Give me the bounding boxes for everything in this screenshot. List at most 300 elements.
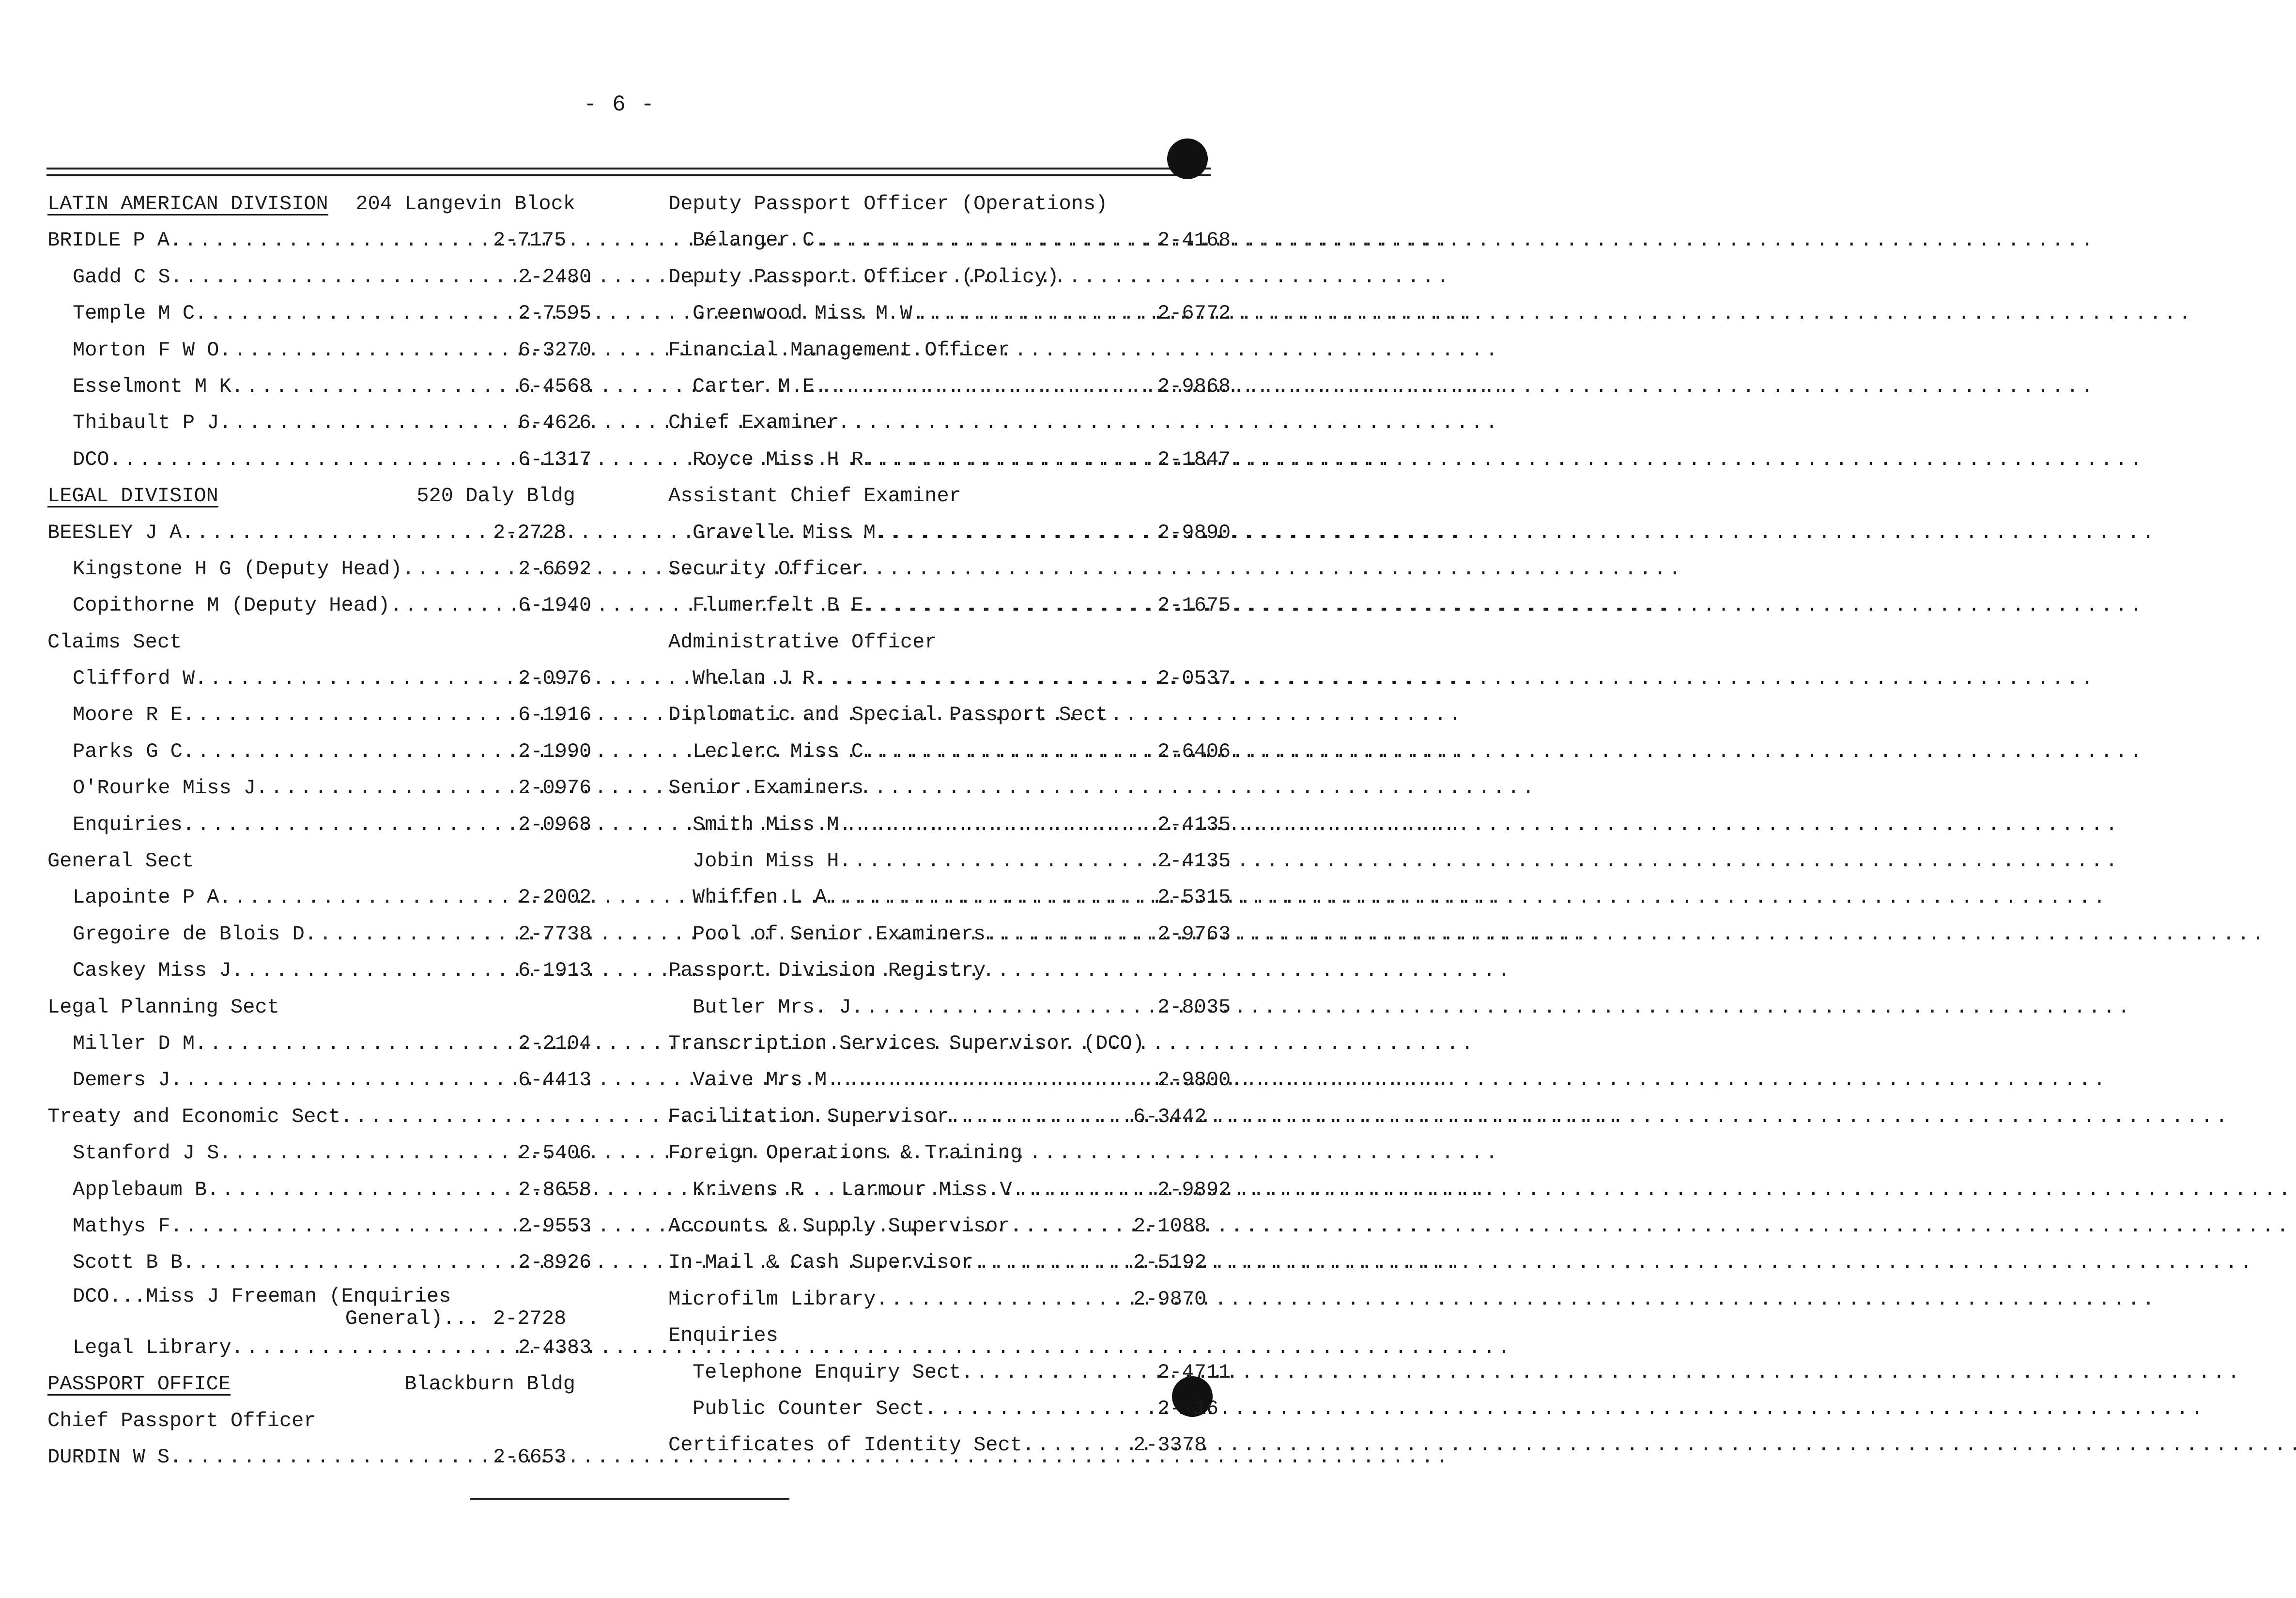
entry-name: Legal Library bbox=[73, 1336, 231, 1359]
entry-name: Enquiries bbox=[73, 813, 183, 836]
entry-phone: 2-0537 bbox=[1157, 667, 1231, 691]
leader-dots bbox=[195, 295, 505, 332]
page-number: - 6 - bbox=[584, 92, 656, 117]
entry-name: Pool of Senior Examiners bbox=[693, 922, 986, 946]
entry-name-group bbox=[693, 807, 839, 843]
entry-name-group bbox=[73, 259, 170, 295]
leader-dots bbox=[219, 405, 505, 441]
entry-name-group bbox=[73, 551, 402, 587]
section-label-text: Deputy Passport Officer (Policy) bbox=[668, 265, 1059, 289]
directory-entry bbox=[47, 1026, 601, 1062]
section-label-text: Assistant Chief Examiner bbox=[668, 484, 961, 508]
entry-name: Public Counter Sect bbox=[693, 1397, 925, 1420]
directory-entry bbox=[47, 1135, 601, 1171]
entry-phone: 6-1913 bbox=[518, 959, 592, 983]
division-heading bbox=[47, 186, 575, 222]
section-label-text: Financial Management Officer bbox=[668, 338, 1010, 362]
section-label bbox=[668, 405, 1225, 441]
entry-phone: 2-5192 bbox=[1133, 1251, 1207, 1275]
directory-entry bbox=[47, 1330, 601, 1366]
section-label bbox=[668, 1318, 1225, 1354]
entry-name-group bbox=[73, 734, 183, 770]
entry-name: Esselmont M K bbox=[73, 374, 231, 398]
section-label bbox=[47, 843, 580, 879]
entry-phone: 6-1317 bbox=[518, 447, 592, 471]
entry-name: Leclerc Miss C bbox=[693, 739, 863, 763]
leader-dots bbox=[815, 222, 1144, 259]
entry-name: DCO...Miss J Freeman (Enquiries bbox=[73, 1284, 451, 1308]
entry-phone: 2-5406 bbox=[518, 1141, 592, 1165]
entry-name-group bbox=[668, 1099, 949, 1135]
directory-entry bbox=[47, 1208, 601, 1245]
entry-phone: 2-9763 bbox=[1157, 922, 1231, 946]
directory-entry bbox=[47, 295, 601, 332]
section-label bbox=[47, 624, 580, 661]
directory-entry bbox=[47, 369, 601, 405]
directory-entry bbox=[668, 587, 1240, 624]
leader-dots bbox=[207, 1172, 505, 1208]
leader-dots bbox=[1022, 1427, 1120, 1463]
entry-name: Caskey Miss J bbox=[73, 959, 231, 983]
section-label-text: Chief Passport Officer bbox=[47, 1409, 316, 1432]
entry-name: DCO bbox=[73, 447, 109, 471]
entry-name-group bbox=[693, 515, 876, 551]
entry-name: Thibault P J bbox=[73, 411, 219, 435]
entry-name-group bbox=[693, 989, 851, 1026]
directory-entry bbox=[668, 295, 1240, 332]
entry-name-group bbox=[693, 879, 827, 916]
directory-entry bbox=[668, 1172, 1240, 1208]
leader-dots bbox=[170, 222, 479, 259]
directory-entry bbox=[47, 1281, 580, 1330]
entry-name-group bbox=[73, 953, 231, 989]
leader-dots bbox=[949, 1099, 1120, 1135]
entry-phone: 2-·16 bbox=[1157, 1397, 1219, 1420]
directory-entry bbox=[668, 1391, 1240, 1427]
directory-entry bbox=[47, 259, 601, 295]
leader-dots bbox=[851, 989, 1144, 1026]
directory-entry bbox=[47, 1062, 601, 1098]
directory-entry bbox=[47, 916, 601, 953]
entry-name: Facilitation Supervisor bbox=[668, 1105, 949, 1128]
entry-phone: 2-9553 bbox=[518, 1214, 592, 1238]
entry-phone: 2-9800 bbox=[1157, 1068, 1231, 1092]
entry-name-group bbox=[73, 916, 305, 953]
entry-name-secondary: Larmour Miss V bbox=[841, 1178, 1012, 1201]
entry-phone: 2-6772 bbox=[1157, 302, 1231, 325]
entry-name-group bbox=[47, 1099, 340, 1135]
leader-dots bbox=[183, 734, 505, 770]
section-label bbox=[668, 1135, 1225, 1171]
section-label bbox=[668, 953, 1225, 989]
entry-name-continued: General)... bbox=[345, 1306, 479, 1330]
bottom-rule bbox=[470, 1498, 789, 1500]
leader-dots bbox=[219, 332, 505, 369]
directory-entry bbox=[47, 222, 575, 259]
entry-name: Gadd C S bbox=[73, 265, 170, 289]
entry-name-group bbox=[73, 1172, 207, 1208]
entry-name-group bbox=[73, 1245, 183, 1281]
entry-phone: 6-3442 bbox=[1133, 1105, 1207, 1128]
entry-name: DURDIN W S bbox=[47, 1445, 170, 1469]
entry-name-group bbox=[73, 661, 195, 697]
entry-name: Whelan J R bbox=[693, 667, 815, 691]
entry-name: Lapointe P A bbox=[73, 886, 219, 909]
directory-entry bbox=[47, 879, 601, 916]
leader-dots bbox=[973, 1245, 1120, 1281]
entry-phone: 2-9868 bbox=[1157, 374, 1231, 398]
entry-name-group bbox=[73, 697, 183, 733]
entry-name-group bbox=[693, 295, 912, 332]
entry-name-group bbox=[73, 807, 183, 843]
entry-continuation bbox=[73, 1307, 575, 1330]
entry-name-group bbox=[73, 332, 219, 369]
entry-name-group bbox=[693, 1391, 925, 1427]
leader-dots bbox=[876, 515, 1144, 551]
entry-name: Jobin Miss H bbox=[693, 849, 839, 873]
leader-dots bbox=[340, 1099, 479, 1135]
section-label-text: Diplomatic and Special Passport Sect bbox=[668, 703, 1108, 727]
leader-dots bbox=[986, 916, 1144, 953]
entry-name-group bbox=[73, 1062, 170, 1098]
directory-entry bbox=[47, 734, 601, 770]
directory-entry bbox=[47, 442, 601, 478]
leader-dots bbox=[863, 587, 1144, 624]
leader-dots bbox=[1012, 1172, 1144, 1208]
section-label-text: Passport Division Registry bbox=[668, 959, 986, 983]
entry-name-group bbox=[73, 295, 195, 332]
entry-phone: 2-7175 bbox=[493, 229, 567, 252]
entry-name-group bbox=[668, 1208, 1010, 1245]
entry-phone: 2-8035 bbox=[1157, 995, 1231, 1019]
section-label-text: Legal Planning Sect bbox=[47, 995, 279, 1019]
entry-name: Accounts & Supply Supervisor bbox=[668, 1214, 1010, 1238]
directory-entry bbox=[668, 1281, 1216, 1318]
leader-dots bbox=[1010, 1208, 1120, 1245]
section-label bbox=[668, 551, 1225, 587]
leader-dots bbox=[839, 843, 1144, 879]
entry-phone: 2-4135 bbox=[1157, 849, 1231, 873]
section-label bbox=[668, 186, 1225, 222]
directory-entry bbox=[668, 1099, 1216, 1135]
directory-entry bbox=[47, 1245, 601, 1281]
entry-name-group bbox=[668, 1281, 876, 1318]
entry-name-group bbox=[73, 1208, 170, 1245]
leader-dots bbox=[231, 1330, 505, 1366]
entry-name-group bbox=[73, 587, 390, 624]
leader-dots bbox=[256, 770, 505, 806]
entry-name: Whiffen L A bbox=[693, 886, 827, 909]
entry-name: Morton F W O bbox=[73, 338, 219, 362]
entry-name-group bbox=[47, 1439, 170, 1475]
leader-dots bbox=[170, 1208, 505, 1245]
section-label bbox=[668, 697, 1225, 733]
division-heading bbox=[47, 1366, 575, 1402]
directory-entry bbox=[668, 1062, 1240, 1098]
leader-dots bbox=[219, 879, 505, 916]
entry-phone: 2-4135 bbox=[1157, 813, 1231, 836]
leader-dots bbox=[876, 1281, 1120, 1318]
entry-phone: 2-4711 bbox=[1157, 1360, 1231, 1384]
division-title: LEGAL DIVISION bbox=[47, 484, 218, 508]
entry-name: BRIDLE P A bbox=[47, 229, 170, 252]
entry-name: Bélanger C bbox=[693, 229, 815, 252]
top-rule-double bbox=[46, 174, 1211, 176]
entry-phone: 2-0968 bbox=[518, 813, 592, 836]
division-location: Blackburn Bldg bbox=[404, 1372, 575, 1396]
entry-phone: 2-0976 bbox=[518, 667, 592, 691]
entry-phone: 2-7595 bbox=[518, 302, 592, 325]
entry-name-group bbox=[693, 734, 863, 770]
section-label-text: Administrative Officer bbox=[668, 630, 937, 654]
entry-name: Parks G C bbox=[73, 739, 183, 763]
leader-dots bbox=[109, 442, 505, 478]
entry-name: Applebaum B bbox=[73, 1178, 207, 1201]
entry-name-group bbox=[73, 442, 109, 478]
leader-dots bbox=[925, 1391, 1144, 1427]
section-label-text: Deputy Passport Officer (Operations) bbox=[668, 192, 1108, 215]
entry-phone: 2-2728 bbox=[493, 521, 567, 544]
entry-name-group bbox=[693, 442, 863, 478]
directory-entry bbox=[47, 332, 601, 369]
entry-name-group bbox=[693, 587, 863, 624]
directory-entry bbox=[668, 879, 1240, 916]
section-label-text: Chief Examiner bbox=[668, 411, 839, 435]
section-label-text: Enquiries bbox=[668, 1324, 778, 1348]
entry-name: Demers J bbox=[73, 1068, 170, 1092]
leader-dots bbox=[390, 587, 505, 624]
entry-phone: 2-1675 bbox=[1157, 594, 1231, 617]
entry-name-group bbox=[693, 1172, 1012, 1208]
entry-phone: 2-4383 bbox=[518, 1336, 592, 1359]
entry-phone: 2-2728 bbox=[493, 1306, 567, 1330]
entry-phone: 2-6653 bbox=[493, 1445, 567, 1469]
section-label-text: Foreign Operations & Training bbox=[668, 1141, 1022, 1165]
division-heading bbox=[47, 478, 575, 514]
entry-name: Temple M C bbox=[73, 302, 195, 325]
section-label-text: Transcription Services Supervisor (DCO) bbox=[668, 1031, 1144, 1055]
directory-entry bbox=[668, 1354, 1240, 1391]
leader-dots bbox=[183, 807, 505, 843]
leader-dots bbox=[182, 515, 479, 551]
directory-entry bbox=[668, 989, 1240, 1026]
entry-name: Gregoire de Blois D bbox=[73, 922, 305, 946]
directory-entry bbox=[668, 515, 1240, 551]
entry-phone: 2-8658 bbox=[518, 1178, 592, 1201]
entry-phone: 2-3378 bbox=[1133, 1433, 1207, 1457]
leader-dots bbox=[305, 916, 505, 953]
entry-name-group bbox=[693, 1354, 961, 1391]
entry-name: Flumerfelt B E bbox=[693, 594, 863, 617]
entry-name: Clifford W bbox=[73, 667, 195, 691]
entry-name: Greenwood Miss M W bbox=[693, 302, 912, 325]
entry-phone: 6-1916 bbox=[518, 703, 592, 727]
leader-dots bbox=[231, 953, 505, 989]
entry-phone: 2-8926 bbox=[518, 1251, 592, 1275]
directory-entry bbox=[47, 515, 575, 551]
top-rule bbox=[46, 168, 1211, 169]
leader-dots bbox=[183, 1245, 505, 1281]
entry-phone: 2-7738 bbox=[518, 922, 592, 946]
entry-phone: 2-1088 bbox=[1133, 1214, 1207, 1238]
directory-entry bbox=[668, 807, 1240, 843]
directory-entry bbox=[668, 843, 1240, 879]
entry-phone: 2-1990 bbox=[518, 739, 592, 763]
entry-name: O'Rourke Miss J bbox=[73, 776, 256, 800]
entry-phone: 2-2480 bbox=[518, 265, 592, 289]
directory-entry bbox=[47, 1172, 601, 1208]
directory-entry bbox=[668, 1427, 1216, 1463]
leader-dots bbox=[815, 661, 1144, 697]
directory-entry bbox=[668, 369, 1240, 405]
entry-phone: 6-1940 bbox=[518, 594, 592, 617]
leader-dots bbox=[170, 1439, 479, 1475]
leader-dots bbox=[219, 1135, 505, 1171]
section-label bbox=[47, 1403, 580, 1439]
entry-name-group bbox=[47, 515, 182, 551]
leader-dots bbox=[170, 259, 505, 295]
entry-name-group bbox=[693, 222, 815, 259]
directory-entry bbox=[668, 1208, 1216, 1245]
entry-name: BEESLEY J A bbox=[47, 521, 182, 544]
leader-dots bbox=[863, 442, 1144, 478]
entry-name-group bbox=[693, 369, 815, 405]
directory-entry bbox=[47, 1099, 575, 1135]
section-label bbox=[668, 332, 1225, 369]
section-label-text: Security Officer bbox=[668, 557, 864, 581]
leader-dots bbox=[170, 1062, 505, 1098]
entry-name-group bbox=[693, 661, 815, 697]
entry-name-group bbox=[693, 843, 839, 879]
entry-name: Butler Mrs. J bbox=[693, 995, 851, 1019]
section-label bbox=[668, 259, 1225, 295]
directory-entry bbox=[47, 953, 601, 989]
entry-name: Stanford J S bbox=[73, 1141, 219, 1165]
entry-name: Telephone Enquiry Sect bbox=[693, 1360, 961, 1384]
leader-dots bbox=[231, 369, 505, 405]
entry-name-group bbox=[73, 405, 219, 441]
entry-phone: 2-1847 bbox=[1157, 447, 1231, 471]
leader-dots bbox=[912, 295, 1144, 332]
division-title: PASSPORT OFFICE bbox=[47, 1372, 231, 1396]
left-column bbox=[47, 186, 592, 1475]
entry-name: Moore R E bbox=[73, 703, 183, 727]
leader-dots bbox=[961, 1354, 1144, 1391]
directory-entry bbox=[668, 661, 1240, 697]
section-label-text: Senior Examiners bbox=[668, 776, 864, 800]
leader-dots bbox=[402, 551, 505, 587]
directory-entry bbox=[47, 697, 601, 733]
entry-phone: 2-5315 bbox=[1157, 886, 1231, 909]
entry-phone: 2-9890 bbox=[1157, 521, 1231, 544]
entry-name-group bbox=[73, 879, 219, 916]
entry-name: Krivens R bbox=[693, 1178, 802, 1201]
leader-dots bbox=[183, 697, 505, 733]
entry-name: Kingstone H G (Deputy Head) bbox=[73, 557, 402, 581]
entry-name-group bbox=[73, 1330, 231, 1366]
entry-phone: 2-9870 bbox=[1133, 1287, 1207, 1311]
entry-phone: 2-9892 bbox=[1157, 1178, 1231, 1201]
entry-phone: 6-3270 bbox=[518, 338, 592, 362]
entry-name-group bbox=[73, 369, 231, 405]
punch-hole bbox=[1167, 138, 1208, 179]
section-label bbox=[47, 989, 580, 1026]
entry-name: Carter M E bbox=[693, 374, 815, 398]
directory-entry bbox=[47, 551, 601, 587]
entry-name-group bbox=[47, 222, 170, 259]
entry-phone: 2-4168 bbox=[1157, 229, 1231, 252]
entry-name: Certificates of Identity Sect bbox=[668, 1433, 1022, 1457]
entry-phone: 6-4626 bbox=[518, 411, 592, 435]
directory-entry bbox=[668, 222, 1240, 259]
entry-phone: 2-2002 bbox=[518, 886, 592, 909]
entry-name-group bbox=[693, 916, 986, 953]
directory-entry bbox=[47, 587, 601, 624]
entry-name: Mathys F bbox=[73, 1214, 170, 1238]
directory-entry bbox=[47, 1439, 575, 1475]
directory-entry bbox=[668, 916, 1240, 953]
entry-name: Scott B B bbox=[73, 1251, 183, 1275]
entry-phone: 2-2104 bbox=[518, 1031, 592, 1055]
entry-phone: 2-6406 bbox=[1157, 739, 1231, 763]
leader-dots bbox=[827, 879, 1144, 916]
directory-entry bbox=[47, 807, 601, 843]
directory-entry bbox=[668, 1245, 1216, 1281]
leader-dots bbox=[839, 807, 1144, 843]
directory-entry bbox=[668, 734, 1240, 770]
division-title: LATIN AMERICAN DIVISION bbox=[47, 192, 328, 215]
entry-phone: 6-4568 bbox=[518, 374, 592, 398]
entry-name: Vaive Mrs M bbox=[693, 1068, 827, 1092]
entry-name: Smith Miss M bbox=[693, 813, 839, 836]
entry-name: Copithorne M (Deputy Head) bbox=[73, 594, 390, 617]
entry-name-group bbox=[668, 1427, 1022, 1463]
entry-name: Treaty and Economic Sect bbox=[47, 1105, 340, 1128]
entry-name: Miller D M bbox=[73, 1031, 195, 1055]
section-label-text: General Sect bbox=[47, 849, 194, 873]
division-location: 204 Langevin Block bbox=[355, 192, 575, 215]
entry-phone: 2-6692 bbox=[518, 557, 592, 581]
entry-name: Microfilm Library bbox=[668, 1287, 876, 1311]
section-label-text: Claims Sect bbox=[47, 630, 182, 654]
entry-name: Gravelle Miss M bbox=[693, 521, 876, 544]
leader-dots bbox=[195, 661, 505, 697]
entry-name-group bbox=[693, 1062, 827, 1098]
directory-entry bbox=[668, 442, 1240, 478]
section-label bbox=[668, 478, 1225, 514]
leader-dots bbox=[863, 734, 1144, 770]
directory-entry bbox=[47, 661, 601, 697]
entry-phone: 6-4413 bbox=[518, 1068, 592, 1092]
entry-name-group bbox=[73, 770, 256, 806]
section-label bbox=[668, 1026, 1225, 1062]
division-location: 520 Daly Bldg bbox=[416, 484, 575, 508]
entry-name: In-Mail & Cash Supervisor bbox=[668, 1251, 974, 1275]
entry-name-group bbox=[73, 1135, 219, 1171]
leader-dots bbox=[195, 1026, 505, 1062]
leader-dots bbox=[827, 1062, 1144, 1098]
right-column bbox=[668, 186, 1231, 1464]
section-label bbox=[668, 624, 1225, 661]
directory-entry bbox=[47, 405, 601, 441]
section-label bbox=[668, 770, 1225, 806]
leader-dots bbox=[815, 369, 1144, 405]
directory-entry bbox=[47, 770, 601, 806]
entry-name-group bbox=[668, 1245, 973, 1281]
entry-name: Royce Miss H R bbox=[693, 447, 863, 471]
entry-phone: 2-0976 bbox=[518, 776, 592, 800]
entry-name-group bbox=[73, 1026, 195, 1062]
